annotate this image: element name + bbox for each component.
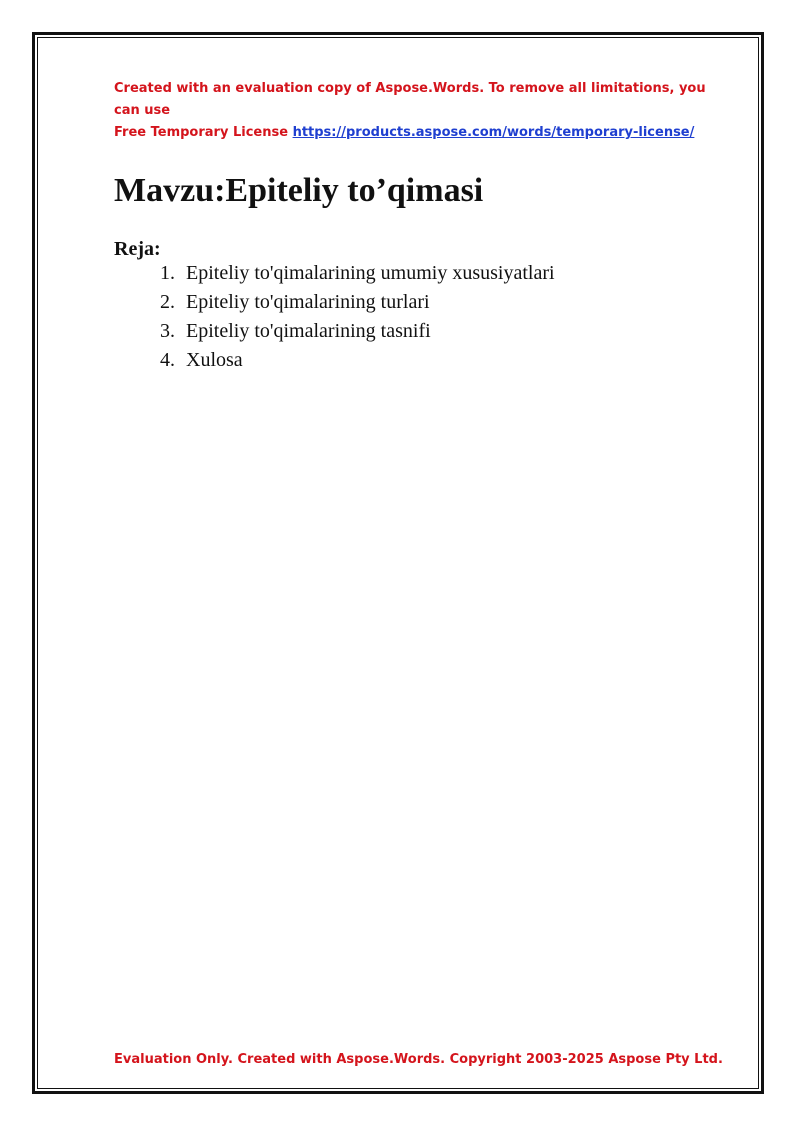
plan-item (160, 288, 555, 317)
document-title: Mavzu:Epiteliy to’qimasi (114, 172, 484, 209)
plan-item-number: 1. (160, 262, 175, 284)
plan-label: Reja: (114, 238, 161, 260)
plan-item-number: 2. (160, 291, 175, 313)
plan-item-text: Epiteliy to'qimalarining tasnifi (186, 320, 431, 342)
plan-item (160, 346, 555, 375)
plan-item-number: 4. (160, 349, 175, 371)
plan-item-number: 3. (160, 320, 175, 342)
evaluation-notice-line-1: Created with an evaluation copy of Aspose.Words. To remove all limitations, you can use (114, 81, 706, 118)
evaluation-footer-notice: Evaluation Only. Created with Aspose.Words. Copyright 2003-2025 Aspose Pty Ltd. (114, 1052, 723, 1067)
evaluation-notice-line-2 (114, 122, 734, 144)
plan-item-text: Epiteliy to'qimalarining turlari (186, 291, 430, 313)
evaluation-header-notice (114, 78, 734, 144)
plan-item (160, 259, 555, 288)
temporary-license-link[interactable]: https://products.aspose.com/words/temporary-license/ (292, 125, 695, 140)
license-label: Free Temporary License (114, 125, 293, 140)
plan-item-text: Xulosa (186, 349, 243, 371)
plan-item (160, 317, 555, 346)
plan-item-text: Epiteliy to'qimalarining umumiy xususiyatlari (186, 262, 555, 284)
plan-list (160, 259, 555, 375)
